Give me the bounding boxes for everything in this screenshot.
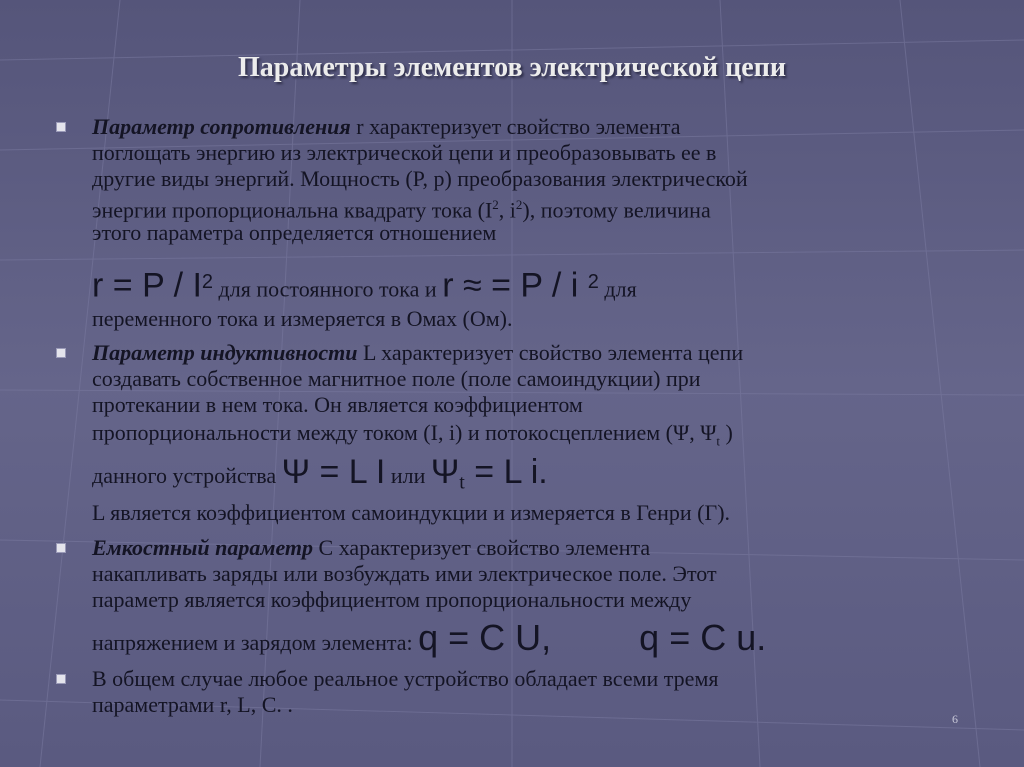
para1-line4a: энергии пропорциональна квадрату тока (I [92, 197, 493, 223]
superscript: 2 [515, 197, 523, 212]
slide-title: Параметры элементов электрической цепи [238, 52, 786, 83]
formula-inductance-t: Ψ [430, 453, 460, 491]
para2-line1-text: L характеризует свойство элемента цепи [357, 340, 744, 365]
formula-capacitance-dc: q = C U, [418, 617, 552, 658]
subscript: t [716, 433, 721, 449]
bullet-icon [56, 122, 66, 132]
para1-line1 [92, 114, 680, 140]
para1-line2: поглощать энергию из электрической цепи и преобразовывать ее в [92, 140, 717, 165]
para2-line3: протекании в нем тока. Он является коэффициентом [92, 392, 583, 417]
para1-formula-line [92, 262, 637, 309]
para3-formula-line [92, 618, 766, 663]
para1-line7: переменного тока и измеряется в Омах (Ом). [92, 306, 513, 331]
formula-subscript: t [459, 471, 465, 494]
para3-line1 [92, 535, 650, 561]
formula-caption-ac: для [598, 276, 637, 302]
para2-formula-line [92, 452, 548, 502]
para2-line1 [92, 340, 743, 366]
bullet-icon [56, 348, 66, 358]
formula-or: или [385, 463, 431, 488]
para2-line4a: пропорциональности между током (I, i) и потокосцеплением (Ψ, Ψ [92, 420, 717, 445]
para1-line3: другие виды энергий. Мощность (P, p) преобразования электрической [92, 166, 748, 191]
para3-line3: параметр является коэффициентом пропорциональности между [92, 587, 692, 612]
para1-line4c: ), поэтому величина [522, 197, 711, 223]
bullet-icon [56, 543, 66, 553]
formula-resistance-dc: r = P / I [92, 266, 202, 305]
para1-lead: Параметр сопротивления [92, 114, 351, 139]
superscript: 2 [492, 197, 499, 212]
bullet-icon [56, 674, 66, 684]
formula-inductance: Ψ = L I [281, 453, 386, 491]
para3-line4-text: напряжением и зарядом элемента: [92, 630, 419, 655]
formula-exponent: 2 [201, 271, 214, 293]
formula-resistance-ac: r ≈ = P / i [442, 266, 588, 305]
para2-line6: L является коэффициентом самоиндукции и измеряется в Генри (Г). [92, 500, 731, 525]
para2-line4 [92, 420, 733, 454]
para2-lead: Параметр индуктивности [92, 340, 358, 365]
para1-line1-text: r характеризует свойство элемента [350, 114, 681, 139]
para2-line2: создавать собственное магнитное поле (поле самоиндукции) при [92, 366, 701, 391]
formula-exponent: 2 [587, 271, 599, 293]
formula-inductance-t-rest: = L i. [464, 453, 548, 491]
para3-line2: накапливать заряды или возбуждать ими электрическое поле. Этот [92, 561, 717, 586]
para1-line4b: , i [498, 197, 516, 223]
para2-line4b: ) [720, 420, 733, 445]
para3-line1-text: С характеризует свойство элемента [313, 535, 651, 560]
para1-line4 [92, 192, 711, 223]
para1-line5: этого параметра определяется отношением [92, 220, 497, 245]
formula-capacitance-ac: q = C u. [639, 617, 767, 658]
page-number: 6 [952, 712, 958, 726]
para4-line2: параметрами r, L, C. . [92, 692, 293, 717]
para2-line5-text: данного устройства [92, 463, 282, 488]
para3-lead: Емкостный параметр [92, 535, 314, 560]
para4-line1: В общем случае любое реальное устройство обладает всеми тремя [92, 666, 719, 691]
formula-caption-dc: для постоянного тока и [213, 276, 443, 302]
